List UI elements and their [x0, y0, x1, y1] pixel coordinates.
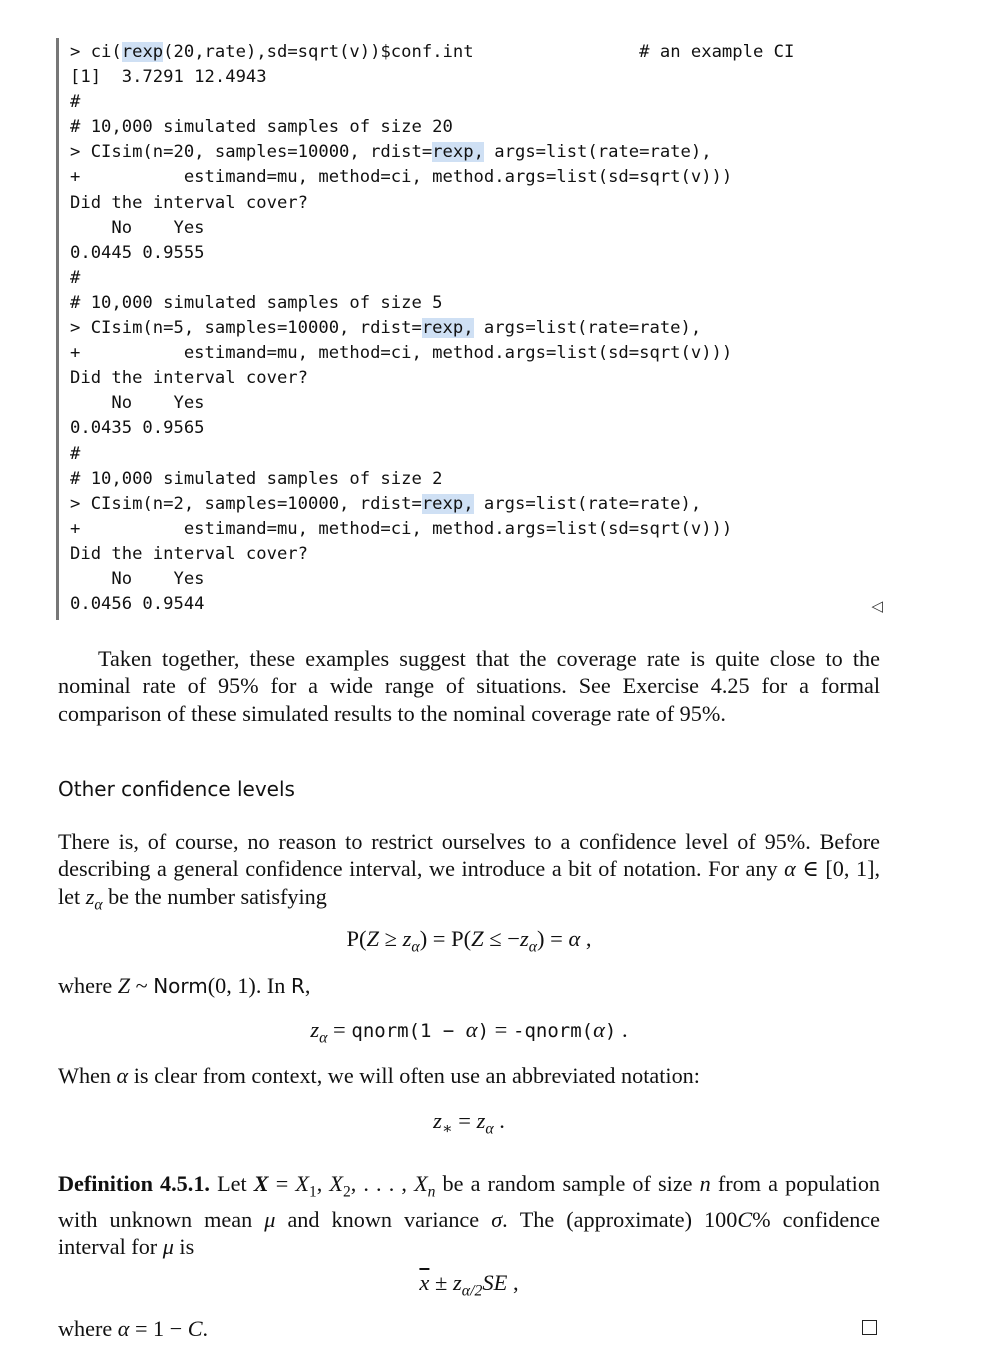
- code-text: 0.0456 0.9544: [70, 594, 205, 615]
- code-line: [70, 391, 794, 416]
- code-text: Did the interval cover?: [70, 543, 308, 564]
- equation-zstar: $z_∗ = z_\alpha$ .: [433, 1108, 505, 1138]
- code-line: [70, 467, 794, 492]
- end-of-definition-box: [862, 1320, 877, 1335]
- code-line: [70, 517, 794, 542]
- code-line: [70, 567, 794, 592]
- equation-confidence-interval: $\overline{x} \pm z_{\alpha/2}SE$ ,: [419, 1270, 519, 1300]
- code-line: [70, 316, 794, 341]
- code-line: [70, 542, 794, 567]
- code-line: [70, 191, 794, 216]
- equation-qnorm: $z_\alpha$ = qnorm(1 − α) = -qnorm(α) .: [310, 1017, 628, 1047]
- code-line: [70, 140, 794, 165]
- code-text: #: [70, 92, 81, 113]
- code-text: No Yes: [70, 217, 205, 238]
- code-text: > CIsim(n=5, samples=10000, rdist=: [70, 318, 422, 339]
- code-text: Did the interval cover?: [70, 192, 308, 213]
- code-line: [70, 266, 794, 291]
- code-line: [70, 416, 794, 441]
- definition-4-5-1: Definition 4.5.1. Let $X = X_1$, $X_2$, . . . , $X_n$ be a random sample of size n from a population with unknown mean μ and known variance σ. The (approximate) 100C% confidence interval for μ is: [58, 1171, 881, 1260]
- code-text: + estimand=mu, method=ci, method.args=list(sd=sqrt(v))): [70, 343, 733, 364]
- code-text: # 10,000 simulated samples of size 2: [70, 468, 443, 489]
- code-line: [70, 165, 794, 190]
- code-text: (20,rate),sd=sqrt(v))$conf.int # an example CI: [163, 42, 795, 62]
- r-code-block: [56, 38, 889, 620]
- highlighted-token: rexp,: [421, 318, 474, 339]
- code-text: 0.0435 0.9565: [70, 418, 205, 439]
- code-text: + estimand=mu, method=ci, method.args=list(sd=sqrt(v))): [70, 518, 733, 539]
- section-heading: Other confidence levels: [58, 777, 295, 801]
- code-line: [70, 40, 794, 65]
- code-line: [70, 366, 794, 391]
- code-text: # 10,000 simulated samples of size 5: [70, 292, 443, 313]
- highlighted-token: rexp,: [421, 493, 474, 514]
- code-line: [70, 592, 794, 617]
- code-text: No Yes: [70, 393, 205, 414]
- code-text: args=list(rate=rate),: [473, 493, 702, 514]
- code-text: [1] 3.7291 12.4943: [70, 67, 267, 88]
- code-line: [70, 492, 794, 517]
- code-line: [70, 115, 794, 140]
- code-text: args=list(rate=rate),: [473, 318, 702, 339]
- code-line: [70, 90, 794, 115]
- highlighted-token: rexp: [121, 42, 164, 62]
- equation-tail-probability: $P(Z \ge z_\alpha) = P(Z \le -z_\alpha) = \alpha$ ,: [346, 926, 592, 956]
- code-listing: [70, 40, 794, 617]
- highlighted-token: rexp,: [432, 142, 484, 163]
- code-text: #: [70, 267, 81, 288]
- code-text: #: [70, 443, 81, 464]
- summary-paragraph: Taken together, these examples suggest that the coverage rate is quite close to the nominal rate of 95% for a wide range of situations. See Exercise 4.25 for a formal comparison of these simulated results to the nominal coverage rate of 95%.: [58, 646, 880, 726]
- code-text: No Yes: [70, 568, 205, 589]
- code-text: # 10,000 simulated samples of size 20: [70, 117, 453, 138]
- code-line: [70, 216, 794, 241]
- code-text: > CIsim(n=2, samples=10000, rdist=: [70, 493, 422, 514]
- where-alpha-line: where α = 1 − C.: [58, 1316, 209, 1341]
- code-line: [70, 442, 794, 467]
- where-line: where Z ~ Norm(0, 1). In R,: [58, 973, 311, 998]
- code-line: [70, 241, 794, 266]
- example-end-marker: ◁: [871, 597, 883, 615]
- code-text: args=list(rate=rate),: [483, 142, 712, 163]
- code-text: > CIsim(n=20, samples=10000, rdist=: [70, 142, 433, 163]
- code-line: [70, 291, 794, 316]
- code-text: Did the interval cover?: [70, 368, 308, 389]
- code-text: + estimand=mu, method=ci, method.args=list(sd=sqrt(v))): [70, 167, 733, 188]
- notation-paragraph: There is, of course, no reason to restrict ourselves to a confidence level of 95%. Before describing a general confidence interval, we introduce a bit of notation. For any α ∈ [0, 1], let $z_\alpha$ be the number satisfying: [58, 829, 881, 914]
- code-text: > ci(: [70, 42, 122, 62]
- code-line: [70, 65, 794, 90]
- abbreviation-paragraph: When α is clear from context, we will often use an abbreviated notation:: [58, 1063, 700, 1088]
- code-line: [70, 341, 794, 366]
- code-text: 0.0445 0.9555: [70, 242, 205, 263]
